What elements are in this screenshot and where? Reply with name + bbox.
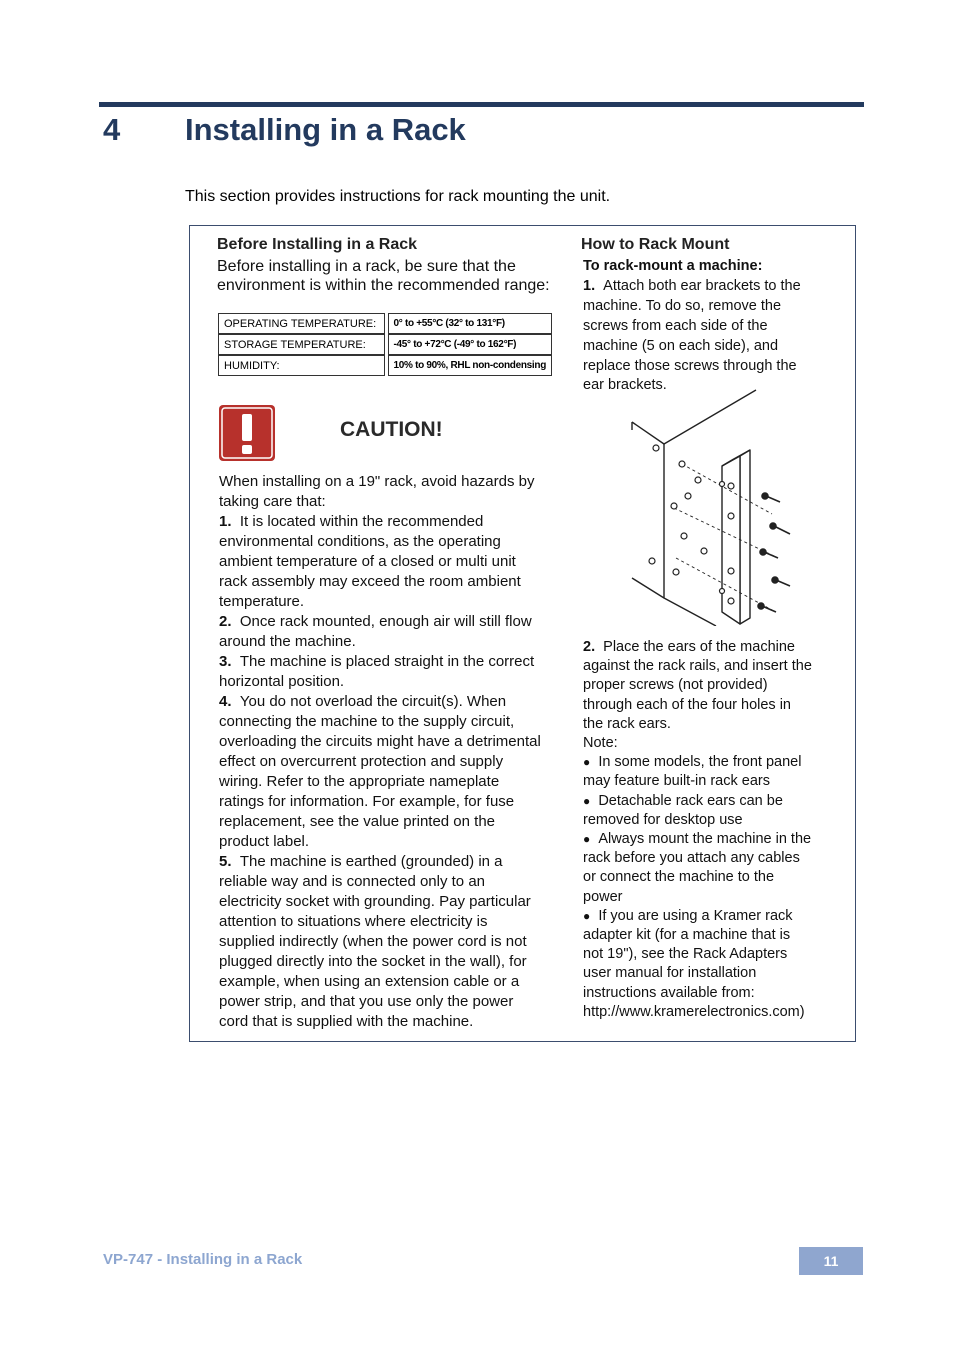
bullet-icon: ● <box>583 908 591 923</box>
list-item: 2. Place the ears of the machine <box>583 639 795 655</box>
bullet-icon: ● <box>583 793 591 808</box>
note-line: rack before you attach any cables <box>583 850 800 867</box>
note-line: user manual for installation <box>583 965 757 982</box>
bullet-icon: ● <box>583 755 591 770</box>
env-value: -45° to +72°C (-49° to 162°F) <box>388 334 553 355</box>
note-line: removed for desktop use <box>583 811 743 828</box>
table-row <box>218 313 552 334</box>
list-item-line: environmental conditions, as the operating <box>219 533 501 550</box>
caution-intro-line: taking care that: <box>219 493 326 510</box>
list-item-line: effect on overcurrent protection and supply <box>219 753 504 770</box>
list-item-line: power strip, and that you use only the power <box>219 993 514 1010</box>
env-value: 10% to 90%, RHL non-condensing <box>388 355 553 376</box>
how-to-rack-mount-title: How to Rack Mount <box>581 236 730 253</box>
table-row <box>218 355 552 376</box>
list-item: 4. You do not overload the circuit(s). When <box>219 693 507 710</box>
list-item-line: product label. <box>219 833 310 850</box>
intro-paragraph: This section provides instructions for rack mounting the unit. <box>185 188 611 205</box>
table-row <box>218 334 552 355</box>
list-item-line: wiring. Refer to the appropriate nameplate <box>219 773 500 790</box>
exclamation-warning-icon <box>218 404 276 462</box>
environment-table <box>218 313 552 376</box>
list-item: 1. Attach both ear brackets to the <box>583 278 801 294</box>
list-item-line: through each of the four holes in <box>583 696 791 713</box>
list-item-line: attention to situations where electricity is <box>219 913 488 930</box>
chapter-top-rule <box>99 102 864 107</box>
note-line: not 19"), see the Rack Adapters <box>583 946 788 963</box>
list-item: 1. It is located within the recommended <box>219 513 484 530</box>
list-item-line: horizontal position. <box>219 673 345 690</box>
rack-ear-bracket-illustration <box>626 386 826 626</box>
note-item: ● Always mount the machine in the <box>583 831 812 848</box>
caution-intro-line: When installing on a 19" rack, avoid hazards by <box>219 473 535 490</box>
env-value: 0° to +55°C (32° to 131°F) <box>388 313 553 334</box>
note-line: adapter kit (for a machine that is <box>583 927 791 944</box>
list-item-line: machine (5 on each side), and <box>583 338 779 354</box>
chapter-number: 4 <box>103 112 121 147</box>
note-line: power <box>583 888 623 905</box>
note-line: instructions available from: <box>583 984 755 1001</box>
footer-label: VP-747 - Installing in a Rack <box>103 1251 303 1268</box>
list-item-line: cord that is supplied with the machine. <box>219 1013 474 1030</box>
list-item: 2. Once rack mounted, enough air will still flow <box>219 613 532 630</box>
list-item-line: overloading the circuits might have a detrimental <box>219 733 541 750</box>
before-installing-line: Before installing in a rack, be sure that the <box>217 258 516 275</box>
list-item: 3. The machine is placed straight in the correct <box>219 653 535 670</box>
page-number-badge: 11 <box>799 1247 863 1275</box>
bullet-icon: ● <box>583 832 591 847</box>
list-item-line: example, when using an extension cable or a <box>219 973 520 990</box>
list-item-line: ambient temperature of a closed or multi unit <box>219 553 516 570</box>
list-item-line: around the machine. <box>219 633 356 650</box>
rack-mount-steps <box>583 638 812 1022</box>
note-label: Note: <box>583 735 618 752</box>
list-item-line: proper screws (not provided) <box>583 677 768 694</box>
list-item-line: ratings for information. For example, for fuse <box>219 793 515 810</box>
list-item-line: replacement, see the value printed on the <box>219 813 496 830</box>
env-label: OPERATING TEMPERATURE: <box>218 313 385 334</box>
before-installing-line: environment is within the recommended range: <box>217 277 550 294</box>
note-line: may feature built-in rack ears <box>583 773 770 790</box>
list-item-line: electricity socket with grounding. Pay particular <box>219 893 531 910</box>
note-item: ● In some models, the front panel <box>583 754 802 771</box>
list-item-line: rack assembly may exceed the room ambient <box>219 573 521 590</box>
caution-title: CAUTION! <box>340 418 443 441</box>
list-item-line: machine. To do so, remove the <box>583 298 782 314</box>
list-item-line: ear brackets. <box>583 377 667 393</box>
chapter-title: Installing in a Rack <box>185 112 466 147</box>
before-installing-title: Before Installing in a Rack <box>217 236 418 253</box>
list-item-line: plugged directly into the socket in the wall), for <box>219 953 527 970</box>
rack-instructions-panel <box>189 225 856 1042</box>
note-link-line: http://www.kramerelectronics.com) <box>583 1003 805 1020</box>
note-line: or connect the machine to the <box>583 869 775 886</box>
list-item: 5. The machine is earthed (grounded) in a <box>219 853 503 870</box>
note-item: ● If you are using a Kramer rack <box>583 907 793 924</box>
list-item-line: temperature. <box>219 593 305 610</box>
list-item-line: screws from each side of the <box>583 318 768 334</box>
rack-mount-subtitle: To rack-mount a machine: <box>583 258 763 274</box>
env-label: HUMIDITY: <box>218 355 385 376</box>
note-item: ● Detachable rack ears can be <box>583 792 783 809</box>
list-item-line: connecting the machine to the supply circuit, <box>219 713 515 730</box>
list-item-line: supplied indirectly (when the power cord is not <box>219 933 527 950</box>
env-label: STORAGE TEMPERATURE: <box>218 334 385 355</box>
caution-list <box>219 472 541 1032</box>
list-item-line: the rack ears. <box>583 715 671 732</box>
list-item-line: against the rack rails, and insert the <box>583 658 812 675</box>
list-item-line: reliable way and is connected only to an <box>219 873 486 890</box>
list-item-line: replace those screws through the <box>583 358 797 374</box>
